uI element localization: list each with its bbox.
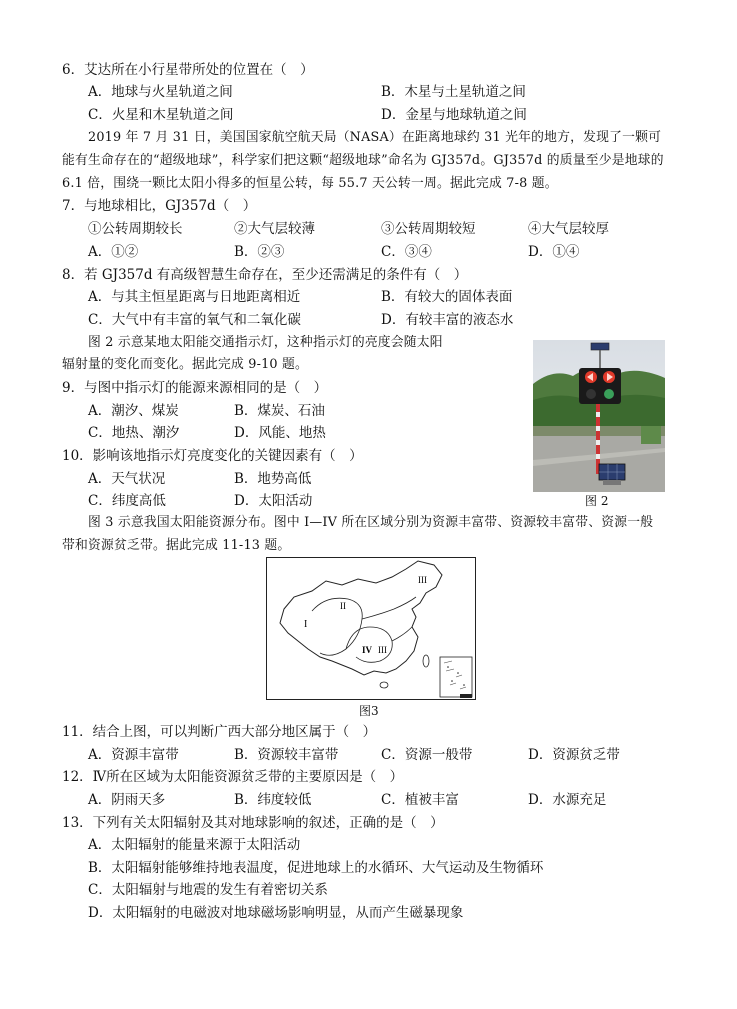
q7-item-1: ①公转周期较长 bbox=[88, 221, 183, 237]
passage3-line1: 图 3 示意我国太阳能资源分布。图中 I—IV 所在区域分别为资源丰富带、资源较丰富带、资源一般 bbox=[88, 515, 654, 530]
q12-option-a: A．阴雨天多 bbox=[88, 792, 166, 808]
q6-option-c: C．火星和木星轨道之间 bbox=[88, 107, 234, 123]
q7-stem: 7．与地球相比，GJ357d（ ） bbox=[62, 198, 257, 214]
q9-option-b: B．煤炭、石油 bbox=[234, 403, 325, 419]
passage2-line1: 图 2 示意某地太阳能交通指示灯，这种指示灯的亮度会随太阳 bbox=[88, 335, 443, 350]
q7-option-c: C．③④ bbox=[381, 244, 432, 260]
q13-option-b: B．太阳辐射能够维持地表温度，促进地球上的水循环、大气运动及生物循环 bbox=[88, 860, 544, 876]
q6-option-d: D．金星与地球轨道之间 bbox=[381, 107, 527, 123]
q12-option-b: B．纬度较低 bbox=[234, 792, 312, 808]
q10-stem: 10．影响该地指示灯亮度变化的关键因素有（ ） bbox=[62, 448, 363, 464]
map-label-region-1: I bbox=[304, 619, 308, 630]
figure2-caption: 图 2 bbox=[585, 494, 609, 508]
q11-option-c: C．资源一般带 bbox=[381, 747, 473, 763]
q9-stem: 9．与图中指示灯的能源来源相同的是（ ） bbox=[62, 380, 328, 396]
q13-option-a: A．太阳辐射的能量来源于太阳活动 bbox=[88, 837, 301, 853]
q13-stem: 13．下列有关太阳辐射及其对地球影响的叙述，正确的是（ ） bbox=[62, 815, 444, 831]
q10-option-c: C．纬度高低 bbox=[88, 493, 166, 509]
q8-option-a: A．与其主恒星距离与日地距离相近 bbox=[88, 289, 301, 305]
q7-item-4: ④大气层较厚 bbox=[528, 221, 609, 237]
q8-stem: 8．若 GJ357d 有高级智慧生命存在，至少还需满足的条件有（ ） bbox=[62, 267, 468, 283]
q7-option-d: D．①④ bbox=[528, 244, 580, 260]
passage2-line2: 辐射量的变化而变化。据此完成 9-10 题。 bbox=[62, 357, 309, 372]
q12-option-c: C．植被丰富 bbox=[381, 792, 459, 808]
q7-option-a: A．①② bbox=[88, 244, 139, 260]
q9-option-d: D．风能、地热 bbox=[234, 425, 326, 441]
q9-option-a: A．潮汐、煤炭 bbox=[88, 403, 179, 419]
passage3-line2: 带和资源贫乏带。据此完成 11-13 题。 bbox=[62, 538, 291, 553]
solar-traffic-light-photo bbox=[533, 340, 665, 492]
map-label-region-3-north: III bbox=[418, 575, 427, 585]
q7-option-b: B．②③ bbox=[234, 244, 285, 260]
q6-option-b: B．木星与土星轨道之间 bbox=[381, 84, 526, 100]
q7-item-2: ②大气层较薄 bbox=[234, 221, 315, 237]
q13-option-c: C．太阳辐射与地震的发生有着密切关系 bbox=[88, 882, 328, 898]
figure3-caption: 图3 bbox=[359, 704, 379, 718]
q7-item-3: ③公转周期较短 bbox=[381, 221, 476, 237]
map-label-region-2: II bbox=[340, 601, 346, 611]
q8-option-d: D．有较丰富的液态水 bbox=[381, 312, 514, 328]
q11-option-d: D．资源贫乏带 bbox=[528, 747, 620, 763]
q6-stem: 6．艾达所在小行星带所处的位置在（ ） bbox=[62, 62, 314, 78]
q8-option-b: B．有较大的固体表面 bbox=[381, 289, 513, 305]
passage1-line3: 6.1 倍，围绕一颗比太阳小得多的恒星公转，每 55.7 天公转一周。据此完成 7-8 题。 bbox=[62, 176, 558, 191]
q12-option-d: D．水源充足 bbox=[528, 792, 607, 808]
q9-option-c: C．地热、潮汐 bbox=[88, 425, 180, 441]
q11-option-b: B．资源较丰富带 bbox=[234, 747, 339, 763]
map-label-region-3-south: III bbox=[378, 645, 387, 655]
map-label-region-4: IV bbox=[362, 645, 373, 655]
q13-option-d: D．太阳辐射的电磁波对地球磁场影响明显，从而产生磁暴现象 bbox=[88, 905, 464, 921]
passage1-line2: 能有生命存在的“超级地球”，科学家们把这颗“超级地球”命名为 GJ357d。GJ357d 的质量至少是地球的 bbox=[62, 153, 664, 168]
q10-option-d: D．太阳活动 bbox=[234, 493, 313, 509]
q10-option-a: A．天气状况 bbox=[88, 471, 166, 487]
q8-option-c: C．大气中有丰富的氧气和二氧化碳 bbox=[88, 312, 301, 328]
q6-option-a: A．地球与火星轨道之间 bbox=[88, 84, 233, 100]
q11-stem: 11．结合上图，可以判断广西大部分地区属于（ ） bbox=[62, 724, 377, 740]
china-solar-resource-map bbox=[266, 557, 476, 700]
q11-option-a: A．资源丰富带 bbox=[88, 747, 179, 763]
q12-stem: 12．Ⅳ所在区域为太阳能资源贫乏带的主要原因是（ ） bbox=[62, 769, 404, 785]
q10-option-b: B．地势高低 bbox=[234, 471, 312, 487]
passage1-line1: 2019 年 7 月 31 日，美国国家航空航天局（NASA）在距离地球约 31 光年的地方，发现了一颗可 bbox=[88, 130, 662, 145]
